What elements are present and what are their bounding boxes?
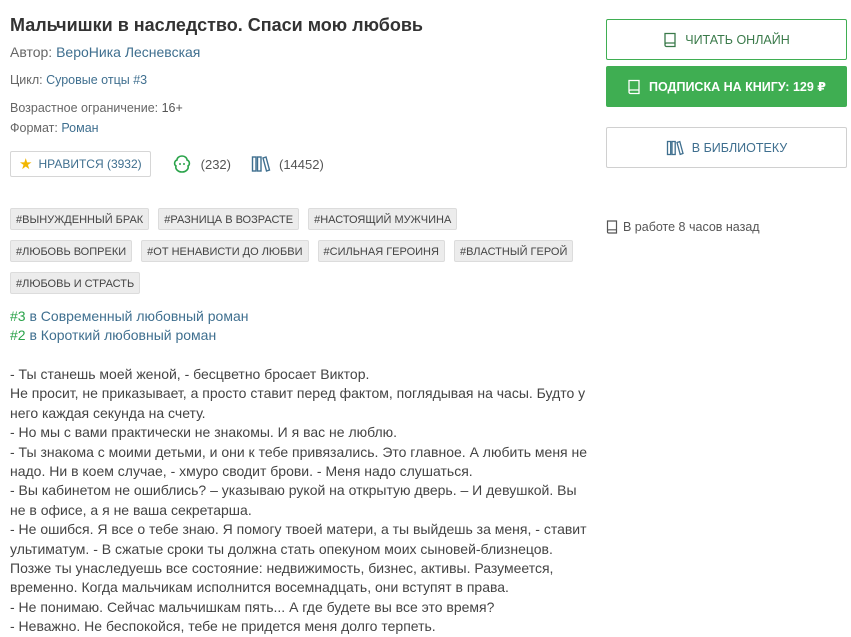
rating-sep: в: [25, 308, 41, 324]
tag-item[interactable]: #ОТ НЕНАВИСТИ ДО ЛЮБВИ: [141, 240, 308, 262]
format-link[interactable]: Роман: [61, 121, 99, 135]
rating-genre-link[interactable]: Современный любовный роман: [40, 308, 249, 324]
annotation-paragraph: - Не ошибся. Я все о тебе знаю. Я помогу твоей матери, а ты выйдешь за меня, - ставит ультиматум. - В сжатые сроки ты должна стать опекуном моих сыновей-близнецов. Позже ты унаследуешь все состояние: недвижимость, бизнес, активы. Разумеется, временно. Когда мальчикам исполнится восемнадцать, они вступят в права.: [10, 521, 587, 596]
read-online-label: ЧИТАТЬ ОНЛАЙН: [685, 32, 790, 47]
subscribe-button[interactable]: [606, 66, 847, 107]
tag-item[interactable]: #ВЛАСТНЫЙ ГЕРОЙ: [454, 240, 573, 262]
book-icon: [606, 220, 618, 234]
rewards-stat[interactable]: [171, 153, 231, 175]
reward-icon: [171, 153, 193, 175]
annotation-paragraph: - Ты знакома с моими детьми, и они к тебе привязались. Это главное. А любить меня не надо. Ни в коем случае, - хмуро сводит брови. - Меня надо слушаться.: [10, 443, 588, 480]
annotation-paragraph: - Не понимаю. Сейчас мальчишкам пять... А где будете вы все это время?: [10, 598, 495, 615]
rating-item: [10, 326, 590, 345]
rating-rank: #2: [10, 327, 26, 343]
annotation-paragraph: - Но мы с вами практически не знакомы. И я вас не люблю.: [10, 424, 398, 441]
age-label: Возрастное ограничение:: [10, 101, 159, 115]
annotation-paragraph: - Неважно. Не беспокойся, тебе не придется меня долго терпеть.: [10, 618, 436, 635]
tag-item[interactable]: #ЛЮБОВЬ И СТРАСТЬ: [10, 272, 140, 294]
book-icon: [663, 32, 677, 48]
annotation-paragraph: Не просит, не приказывает, а просто ставит перед фактом, поглядывая на часы. Будто у него каждая секунда на счету.: [10, 385, 586, 421]
stats-bar: [10, 150, 590, 178]
tag-list: [10, 208, 580, 294]
series-line: [10, 70, 590, 90]
library-icon: [251, 155, 271, 173]
book-title: Мальчишки в наследство. Спаси мою любовь: [10, 15, 423, 35]
annotation-paragraph: - Вы кабинетом не ошиблись? – указываю рукой на открытую дверь. – И девушкой. Вы не в офисе, а я не ваша секретарша.: [10, 482, 577, 518]
format-line: [10, 118, 590, 138]
subscribe-label: ПОДПИСКА НА КНИГУ: 129 ₽: [649, 80, 826, 94]
annotation-paragraph: - Ты станешь моей женой, - бесцветно бросает Виктор.: [10, 366, 370, 382]
libraries-stat[interactable]: [251, 155, 324, 173]
actions-panel: [606, 19, 847, 234]
author-label: Автор:: [10, 44, 53, 60]
tag-item[interactable]: #РАЗНИЦА В ВОЗРАСТЕ: [158, 208, 299, 230]
ratings-list: [10, 307, 590, 345]
author-line: [10, 42, 590, 62]
tag-item[interactable]: #ЛЮБОВЬ ВОПРЕКИ: [10, 240, 132, 262]
tag-item[interactable]: #СИЛЬНАЯ ГЕРОИНЯ: [318, 240, 445, 262]
add-library-label: В БИБЛИОТЕКУ: [691, 140, 788, 155]
work-status-text: В работе 8 часов назад: [623, 220, 760, 234]
star-icon: ★: [19, 156, 33, 173]
series-label: Цикл:: [10, 73, 43, 87]
libraries-count: (14452): [279, 156, 324, 172]
like-label: НРАВИТСЯ (3932): [38, 157, 142, 171]
read-online-button[interactable]: [606, 19, 847, 60]
book-icon: [627, 79, 641, 95]
tag-item[interactable]: #НАСТОЯЩИЙ МУЖЧИНА: [308, 208, 457, 230]
rating-item: [10, 307, 590, 326]
library-icon: [666, 140, 684, 156]
author-link[interactable]: ВероНика Лесневская: [56, 44, 201, 60]
like-button[interactable]: [10, 151, 151, 177]
series-link[interactable]: Суровые отцы #3: [46, 73, 148, 87]
tag-item[interactable]: #ВЫНУЖДЕННЫЙ БРАК: [10, 208, 149, 230]
book-info: [10, 14, 590, 637]
rewards-count: (232): [200, 156, 231, 172]
age-line: [10, 98, 590, 118]
age-value: 16+: [161, 101, 183, 115]
add-library-button[interactable]: [606, 127, 847, 168]
rating-rank: #3: [10, 308, 26, 324]
rating-sep: в: [25, 327, 41, 343]
format-label: Формат:: [10, 121, 58, 135]
work-status: [606, 220, 847, 234]
annotation: [10, 365, 590, 637]
rating-genre-link[interactable]: Короткий любовный роман: [40, 327, 217, 343]
